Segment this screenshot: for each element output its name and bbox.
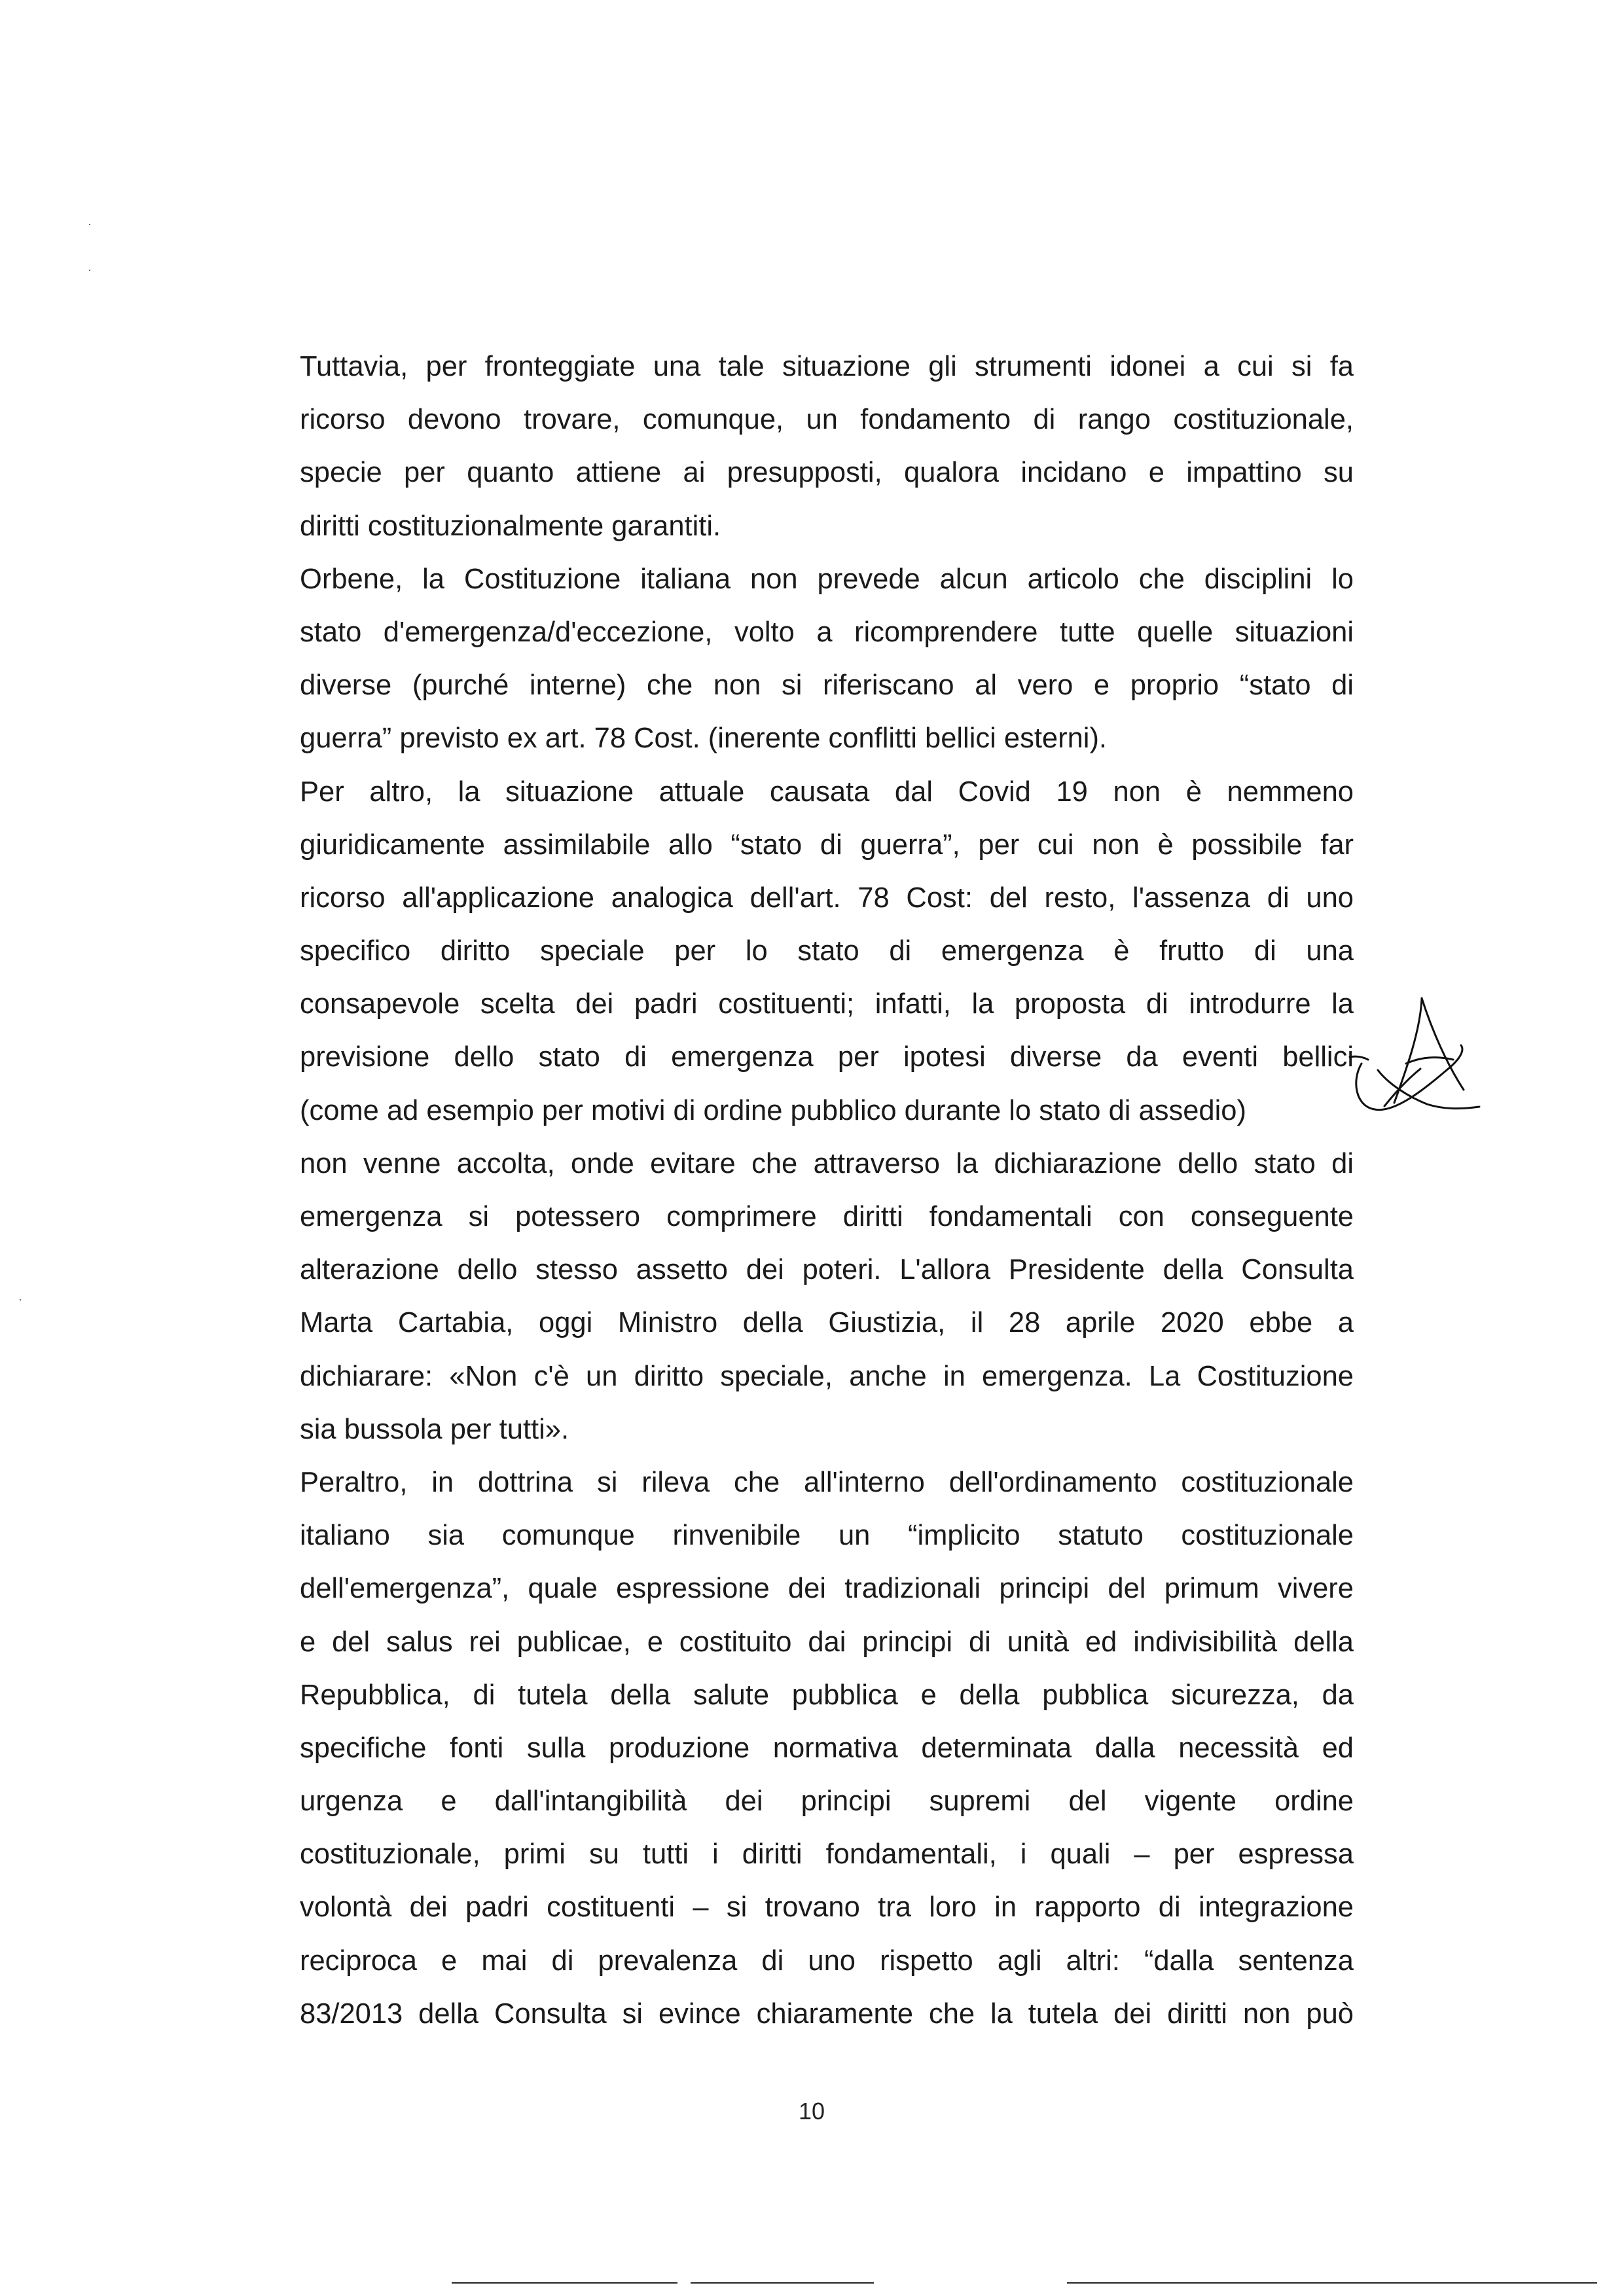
footer-rule xyxy=(452,2282,677,2284)
text-line: alterazione dello stesso assetto dei poteri. L'allora Presidente della Consulta xyxy=(300,1254,1354,1286)
text-line: Peraltro, in dottrina si rileva che all'interno dell'ordinamento costituzionale xyxy=(300,1466,1354,1498)
page-number: 10 xyxy=(798,2098,825,2125)
text-line: specie per quanto attiene ai presupposti, qualora incidano e impattino su xyxy=(300,457,1354,489)
text-line: sia bussola per tutti». xyxy=(300,1413,569,1445)
text-line: specifiche fonti sulla produzione normativa determinata dalla necessità ed xyxy=(300,1732,1354,1764)
text-line: Per altro, la situazione attuale causata dal Covid 19 non è nemmeno xyxy=(300,776,1354,808)
text-line: diritti costituzionalmente garantiti. xyxy=(300,510,721,542)
scan-artifact: · xyxy=(88,217,92,230)
text-line: (come ad esempio per motivi di ordine pubblico durante lo stato di assedio) xyxy=(300,1094,1246,1126)
text-line: ricorso devono trovare, comunque, un fondamento di rango costituzionale, xyxy=(300,404,1354,436)
text-line: dichiarare: «Non c'è un diritto speciale, anche in emergenza. La Costituzione xyxy=(300,1360,1354,1392)
text-line: dell'emergenza”, quale espressione dei tradizionali principi del primum vivere xyxy=(300,1573,1354,1605)
text-line: specifico diritto speciale per lo stato di emergenza è frutto di una xyxy=(300,935,1354,967)
text-line: urgenza e dall'intangibilità dei principi supremi del vigente ordine xyxy=(300,1785,1354,1818)
footer-rule xyxy=(1067,2282,1597,2284)
text-line: non venne accolta, onde evitare che attraverso la dichiarazione dello stato di xyxy=(300,1147,1354,1179)
text-line: italiano sia comunque rinvenibile un “implicito statuto costituzionale xyxy=(300,1520,1354,1552)
text-line: Marta Cartabia, oggi Ministro della Giustizia, il 28 aprile 2020 ebbe a xyxy=(300,1307,1354,1339)
handwritten-signature-icon xyxy=(1348,992,1486,1136)
text-line: costituzionale, primi su tutti i diritti fondamentali, i quali – per espressa xyxy=(300,1839,1354,1871)
body-text xyxy=(300,340,1354,2041)
text-line: e del salus rei publicae, e costituito dai principi di unità ed indivisibilità della xyxy=(300,1626,1354,1658)
scan-artifact: · xyxy=(88,263,92,276)
text-line: Orbene, la Costituzione italiana non prevede alcun articolo che disciplini lo xyxy=(300,563,1354,595)
text-line: consapevole scelta dei padri costituenti; infatti, la proposta di introdurre la xyxy=(300,988,1354,1020)
text-line: Repubblica, di tutela della salute pubblica e della pubblica sicurezza, da xyxy=(300,1679,1354,1711)
text-line: 83/2013 della Consulta si evince chiaramente che la tutela dei diritti non può xyxy=(300,1998,1354,2030)
footer-rule xyxy=(691,2282,874,2284)
text-line: stato d'emergenza/d'eccezione, volto a ricomprendere tutte quelle situazioni xyxy=(300,616,1354,648)
text-line: Tuttavia, per fronteggiate una tale situazione gli strumenti idonei a cui si fa xyxy=(300,351,1354,382)
text-line: giuridicamente assimilabile allo “stato di guerra”, per cui non è possibile far xyxy=(300,829,1354,861)
text-line: ricorso all'applicazione analogica dell'art. 78 Cost: del resto, l'assenza di uno xyxy=(300,882,1354,914)
text-line: emergenza si potessero comprimere diritti fondamentali con conseguente xyxy=(300,1201,1354,1232)
text-line: reciproca e mai di prevalenza di uno rispetto agli altri: “dalla sentenza xyxy=(300,1945,1354,1977)
text-line: previsione dello stato di emergenza per ipotesi diverse da eventi bellici xyxy=(300,1041,1354,1073)
text-line: volontà dei padri costituenti – si trovano tra loro in rapporto di integrazione xyxy=(300,1892,1354,1924)
scan-artifact: · xyxy=(18,1293,22,1306)
text-line: guerra” previsto ex art. 78 Cost. (inerente conflitti bellici esterni). xyxy=(300,723,1108,755)
text-line: diverse (purché interne) che non si riferiscano al vero e proprio “stato di xyxy=(300,670,1354,702)
